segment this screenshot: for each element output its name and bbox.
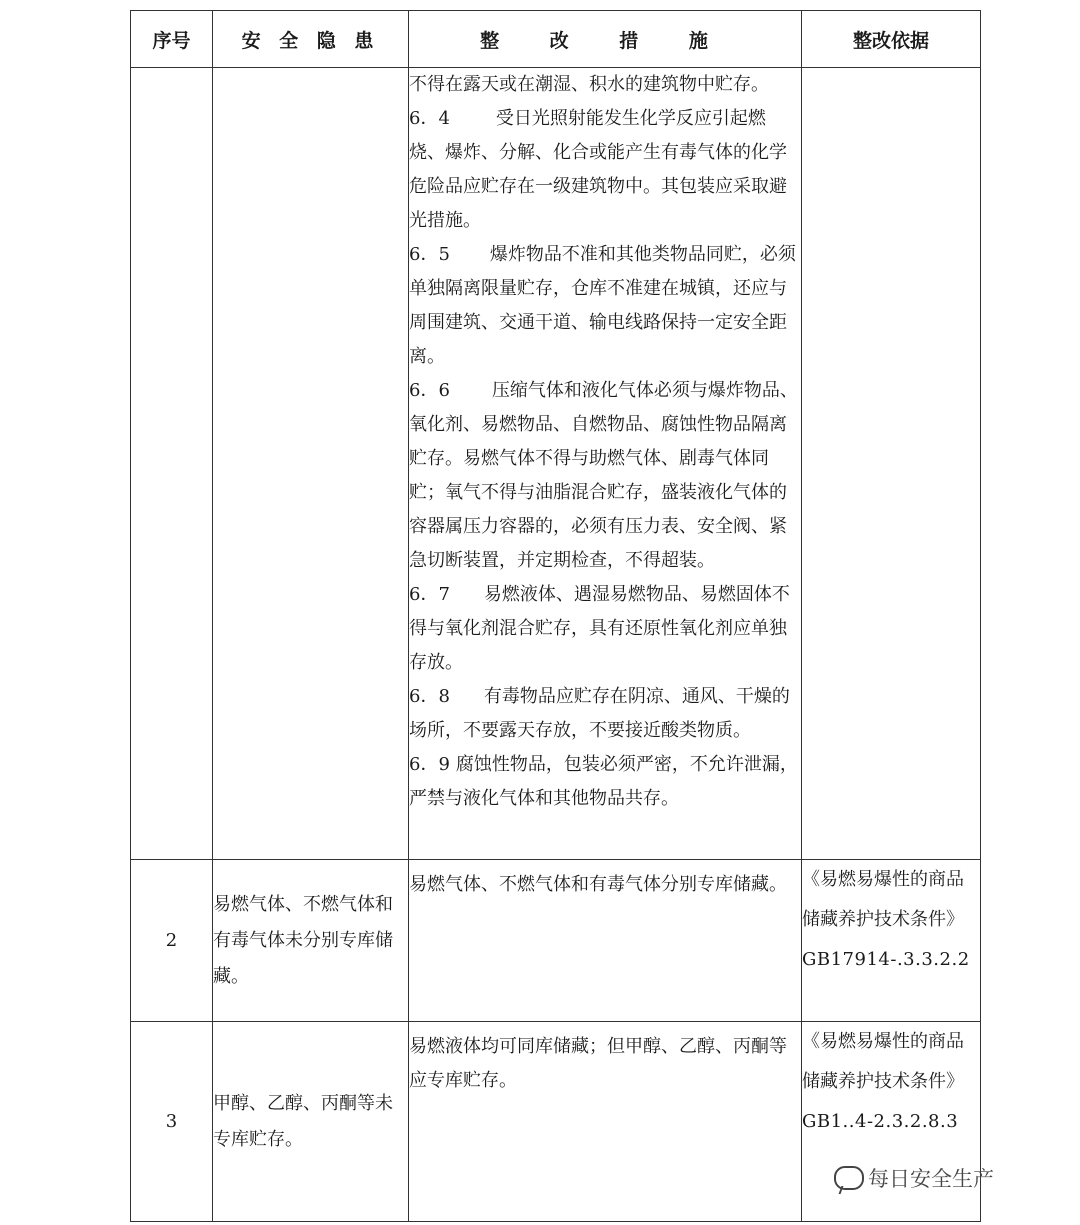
watermark bbox=[834, 1163, 994, 1193]
row1-basis bbox=[802, 68, 981, 860]
row1-seq bbox=[131, 68, 213, 860]
basis-code: GB1..4-2.3.2.8.3 bbox=[802, 1111, 959, 1132]
header-row bbox=[131, 11, 981, 68]
row1-hazard bbox=[213, 68, 409, 860]
header-seq: 序号 bbox=[131, 11, 213, 68]
table-row bbox=[131, 68, 981, 860]
measure-item: 6．9 腐蚀性物品，包装必须严密，不允许泄漏，严禁与液化气体和其他物品共存。 bbox=[409, 754, 798, 809]
header-measure: 整 改 措 施 bbox=[409, 11, 802, 68]
row3-hazard: 甲醇、乙醇、丙酮等未专库贮存。 bbox=[213, 1022, 409, 1222]
row2-seq: 2 bbox=[131, 860, 213, 1022]
row3-measure: 易燃液体均可同库储藏；但甲醇、乙醇、丙酮等应专库贮存。 bbox=[409, 1022, 802, 1222]
measure-item: 6．6 压缩气体和液化气体必须与爆炸物品、氧化剂、易燃物品、自燃物品、腐蚀性物品隔离贮存。易燃气体不得与助燃气体、剧毒气体同贮；氧气不得与油脂混合贮存，盛装液化气体的容器属压力容器的，必须有压力表、安全阀、紧急切断装置，并定期检查，不得超装。 bbox=[409, 380, 798, 571]
measure-item: 6．8 有毒物品应贮存在阴凉、通风、干燥的场所，不要露天存放，不要接近酸类物质。 bbox=[409, 686, 790, 741]
row1-measures bbox=[409, 68, 802, 860]
measure-item: 6．4 受日光照射能发生化学反应引起燃烧、爆炸、分解、化合或能产生有毒气体的化学危险品应贮存在一级建筑物中。其包装应采取避光措施。 bbox=[409, 108, 787, 231]
row3-seq: 3 bbox=[131, 1022, 213, 1222]
header-hazard: 安 全 隐 患 bbox=[213, 11, 409, 68]
watermark-text: 每日安全生产 bbox=[868, 1167, 994, 1191]
measure-item: 不得在露天或在潮湿、积水的建筑物中贮存。 bbox=[409, 74, 769, 95]
basis-title: 《易燃易爆性的商品储藏养护技术条件》 bbox=[802, 1031, 964, 1092]
basis-title: 《易燃易爆性的商品储藏养护技术条件》 bbox=[802, 869, 964, 930]
wechat-bubble-icon bbox=[834, 1166, 864, 1190]
measure-item: 6．7 易燃液体、遇湿易燃物品、易燃固体不得与氧化剂混合贮存，具有还原性氧化剂应单独存放。 bbox=[409, 584, 790, 673]
header-basis: 整改依据 bbox=[802, 11, 981, 68]
table-row bbox=[131, 860, 981, 1022]
measure-item: 6．5 爆炸物品不准和其他类物品同贮，必须单独隔离限量贮存，仓库不准建在城镇，还应与周围建筑、交通干道、输电线路保持一定安全距离。 bbox=[409, 244, 796, 367]
row2-hazard: 易燃气体、不燃气体和有毒气体未分别专库储藏。 bbox=[213, 860, 409, 1022]
row2-basis bbox=[802, 860, 981, 1022]
rectification-table bbox=[130, 10, 981, 1222]
basis-code: GB17914-.3.3.2.2 bbox=[802, 949, 970, 970]
row2-measure: 易燃气体、不燃气体和有毒气体分别专库储藏。 bbox=[409, 860, 802, 1022]
